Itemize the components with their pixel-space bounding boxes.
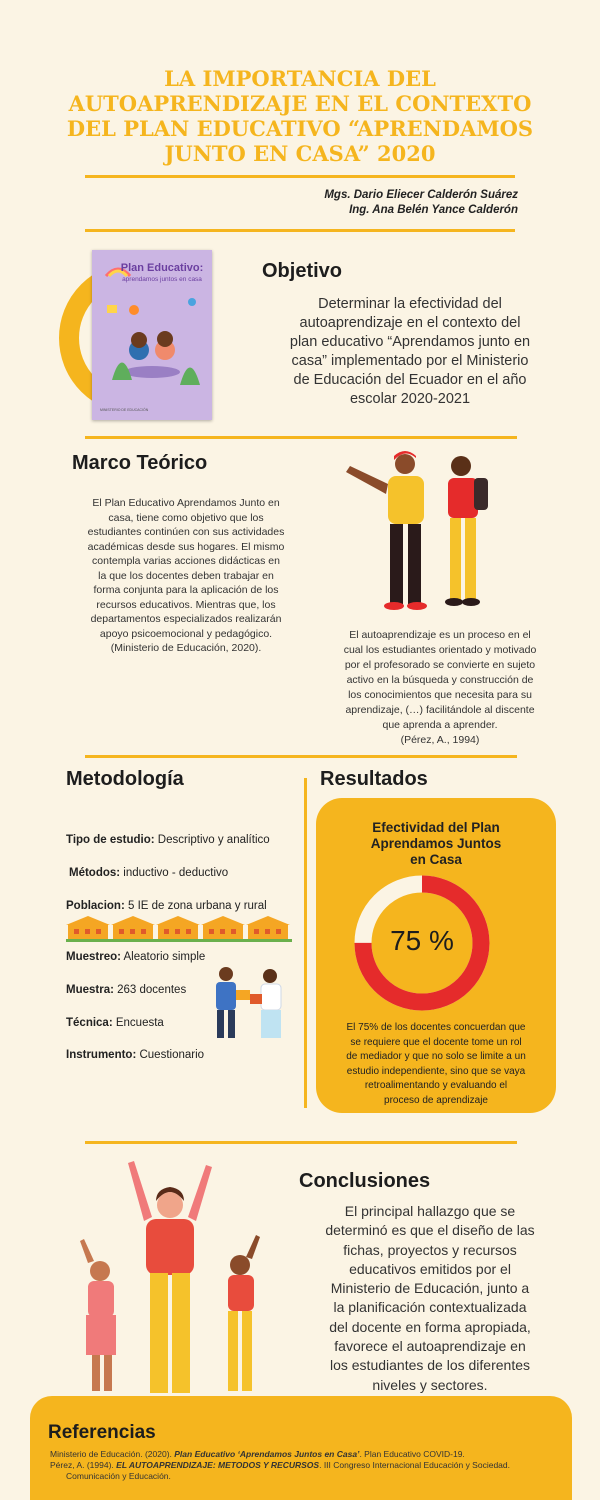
celebrating-people-illustration <box>60 1155 290 1405</box>
divider <box>85 1141 517 1144</box>
cover-subtitle: aprendamos juntos en casa <box>122 276 202 283</box>
meth-item-muestra: Muestra: 263 docentes <box>66 984 187 996</box>
references-box <box>30 1396 572 1500</box>
reference-2: Pérez, A. (1994). EL AUTOAPRENDIZAJE: METODOS Y RECURSOS. III Congreso Internacional Educación y Sociedad. <box>50 1460 510 1470</box>
marco-left-text: El Plan Educativo Aprendamos Junto en casa, tiene como objetivo que los estudiantes continúen con sus actividades académicas desde sus hogares. El mismo contempla varias acciones didácticas en la que los docentes deben trabajar en forma conjunta para la aplicación de los recursos educativos. Mientras que, los departamentos especializados realizarán apoyo psicoemocional y pedagógico. (Ministerio de Educación, 2020). <box>87 497 285 654</box>
plan-educativo-cover <box>92 250 212 420</box>
meth-item-tecnica: Técnica: Encuesta <box>66 1017 164 1029</box>
objetivo-heading: Objetivo <box>262 260 343 282</box>
meth-item-tipo: Tipo de estudio: Descriptivo y analítico <box>66 834 270 846</box>
authors: Mgs. Dario Eliecer Calderón Suárez Ing. Ana Belén Yance Calderón <box>324 189 518 216</box>
page-title: LA IMPORTANCIA DEL AUTOAPRENDIZAJE EN EL CONTEXTO DEL PLAN EDUCATIVO “APRENDAMOS JUNTO EN CASA” 2020 <box>66 66 534 166</box>
reference-1: Ministerio de Educación. (2020). Plan Educativo ‘Aprendamos Juntos en Casa’. Plan Educativo COVID-19. <box>50 1449 465 1459</box>
students-illustration <box>330 448 510 618</box>
divider <box>85 436 517 439</box>
cover-title: Plan Educativo: <box>120 262 204 274</box>
results-card-title: Efectividad del Plan Aprendamos Juntos en Casa <box>370 820 502 867</box>
meth-item-poblacion: Poblacion: 5 IE de zona urbana y rural <box>66 900 267 912</box>
objetivo-text: Determinar la efectividad del autoaprendizaje en el contexto del plan educativo “Aprendamos junto en casa” implementado por el Ministerio de Educación del Ecuador en el año escolar 2020-2021 <box>289 296 531 407</box>
cover-footer: MINISTERIO DE EDUCACIÓN <box>100 408 149 412</box>
teachers-illustration <box>204 964 300 1040</box>
marco-heading: Marco Teórico <box>72 452 208 474</box>
conclusiones-text: El principal hallazgo que se determinó es que el diseño de las fichas, proyectos y recursos educativos emitidos por el Ministerio de Educación, junto a la planificación contextualizada del docente en forma apropiada, favorece el autoaprendizaje en los estudiantes de los diferentes niveles y sectores. <box>325 1203 535 1393</box>
divider <box>85 175 515 178</box>
reference-2-cont: Comunicación y Educación. <box>66 1471 171 1481</box>
divider <box>85 755 517 758</box>
vertical-divider <box>304 778 307 1108</box>
percent-label: 75 % <box>390 925 454 956</box>
meth-item-metodos: Métodos: inductivo - deductivo <box>69 867 229 879</box>
resultados-heading: Resultados <box>320 768 428 790</box>
school-buildings-icon <box>66 916 292 942</box>
conclusiones-heading: Conclusiones <box>299 1170 431 1192</box>
metodologia-heading: Metodología <box>66 768 184 790</box>
referencias-heading: Referencias <box>48 1422 156 1443</box>
results-description: El 75% de los docentes concuerdan que se requiere que el docente tome un rol de mediador y que no solo se limite a un estudio independiente, sino que se vaya retroalimentando y evaluando el proceso de aprendizaje <box>346 1022 526 1106</box>
meth-item-instrumento: Instrumento: Cuestionario <box>66 1049 205 1061</box>
marco-right-text: El autoaprendizaje es un proceso en el cual los estudiantes orientado y motivado por el profesorado se convierte en sujeto activo en la búsqueda y construcción de los conocimientos que necesita para su aprendizaje, (…) facilitándole al discente que aprenda a aprender. (Pérez, A., 1994) <box>343 629 537 746</box>
meth-item-muestreo: Muestreo: Aleatorio simple <box>66 951 206 963</box>
divider <box>85 229 515 232</box>
